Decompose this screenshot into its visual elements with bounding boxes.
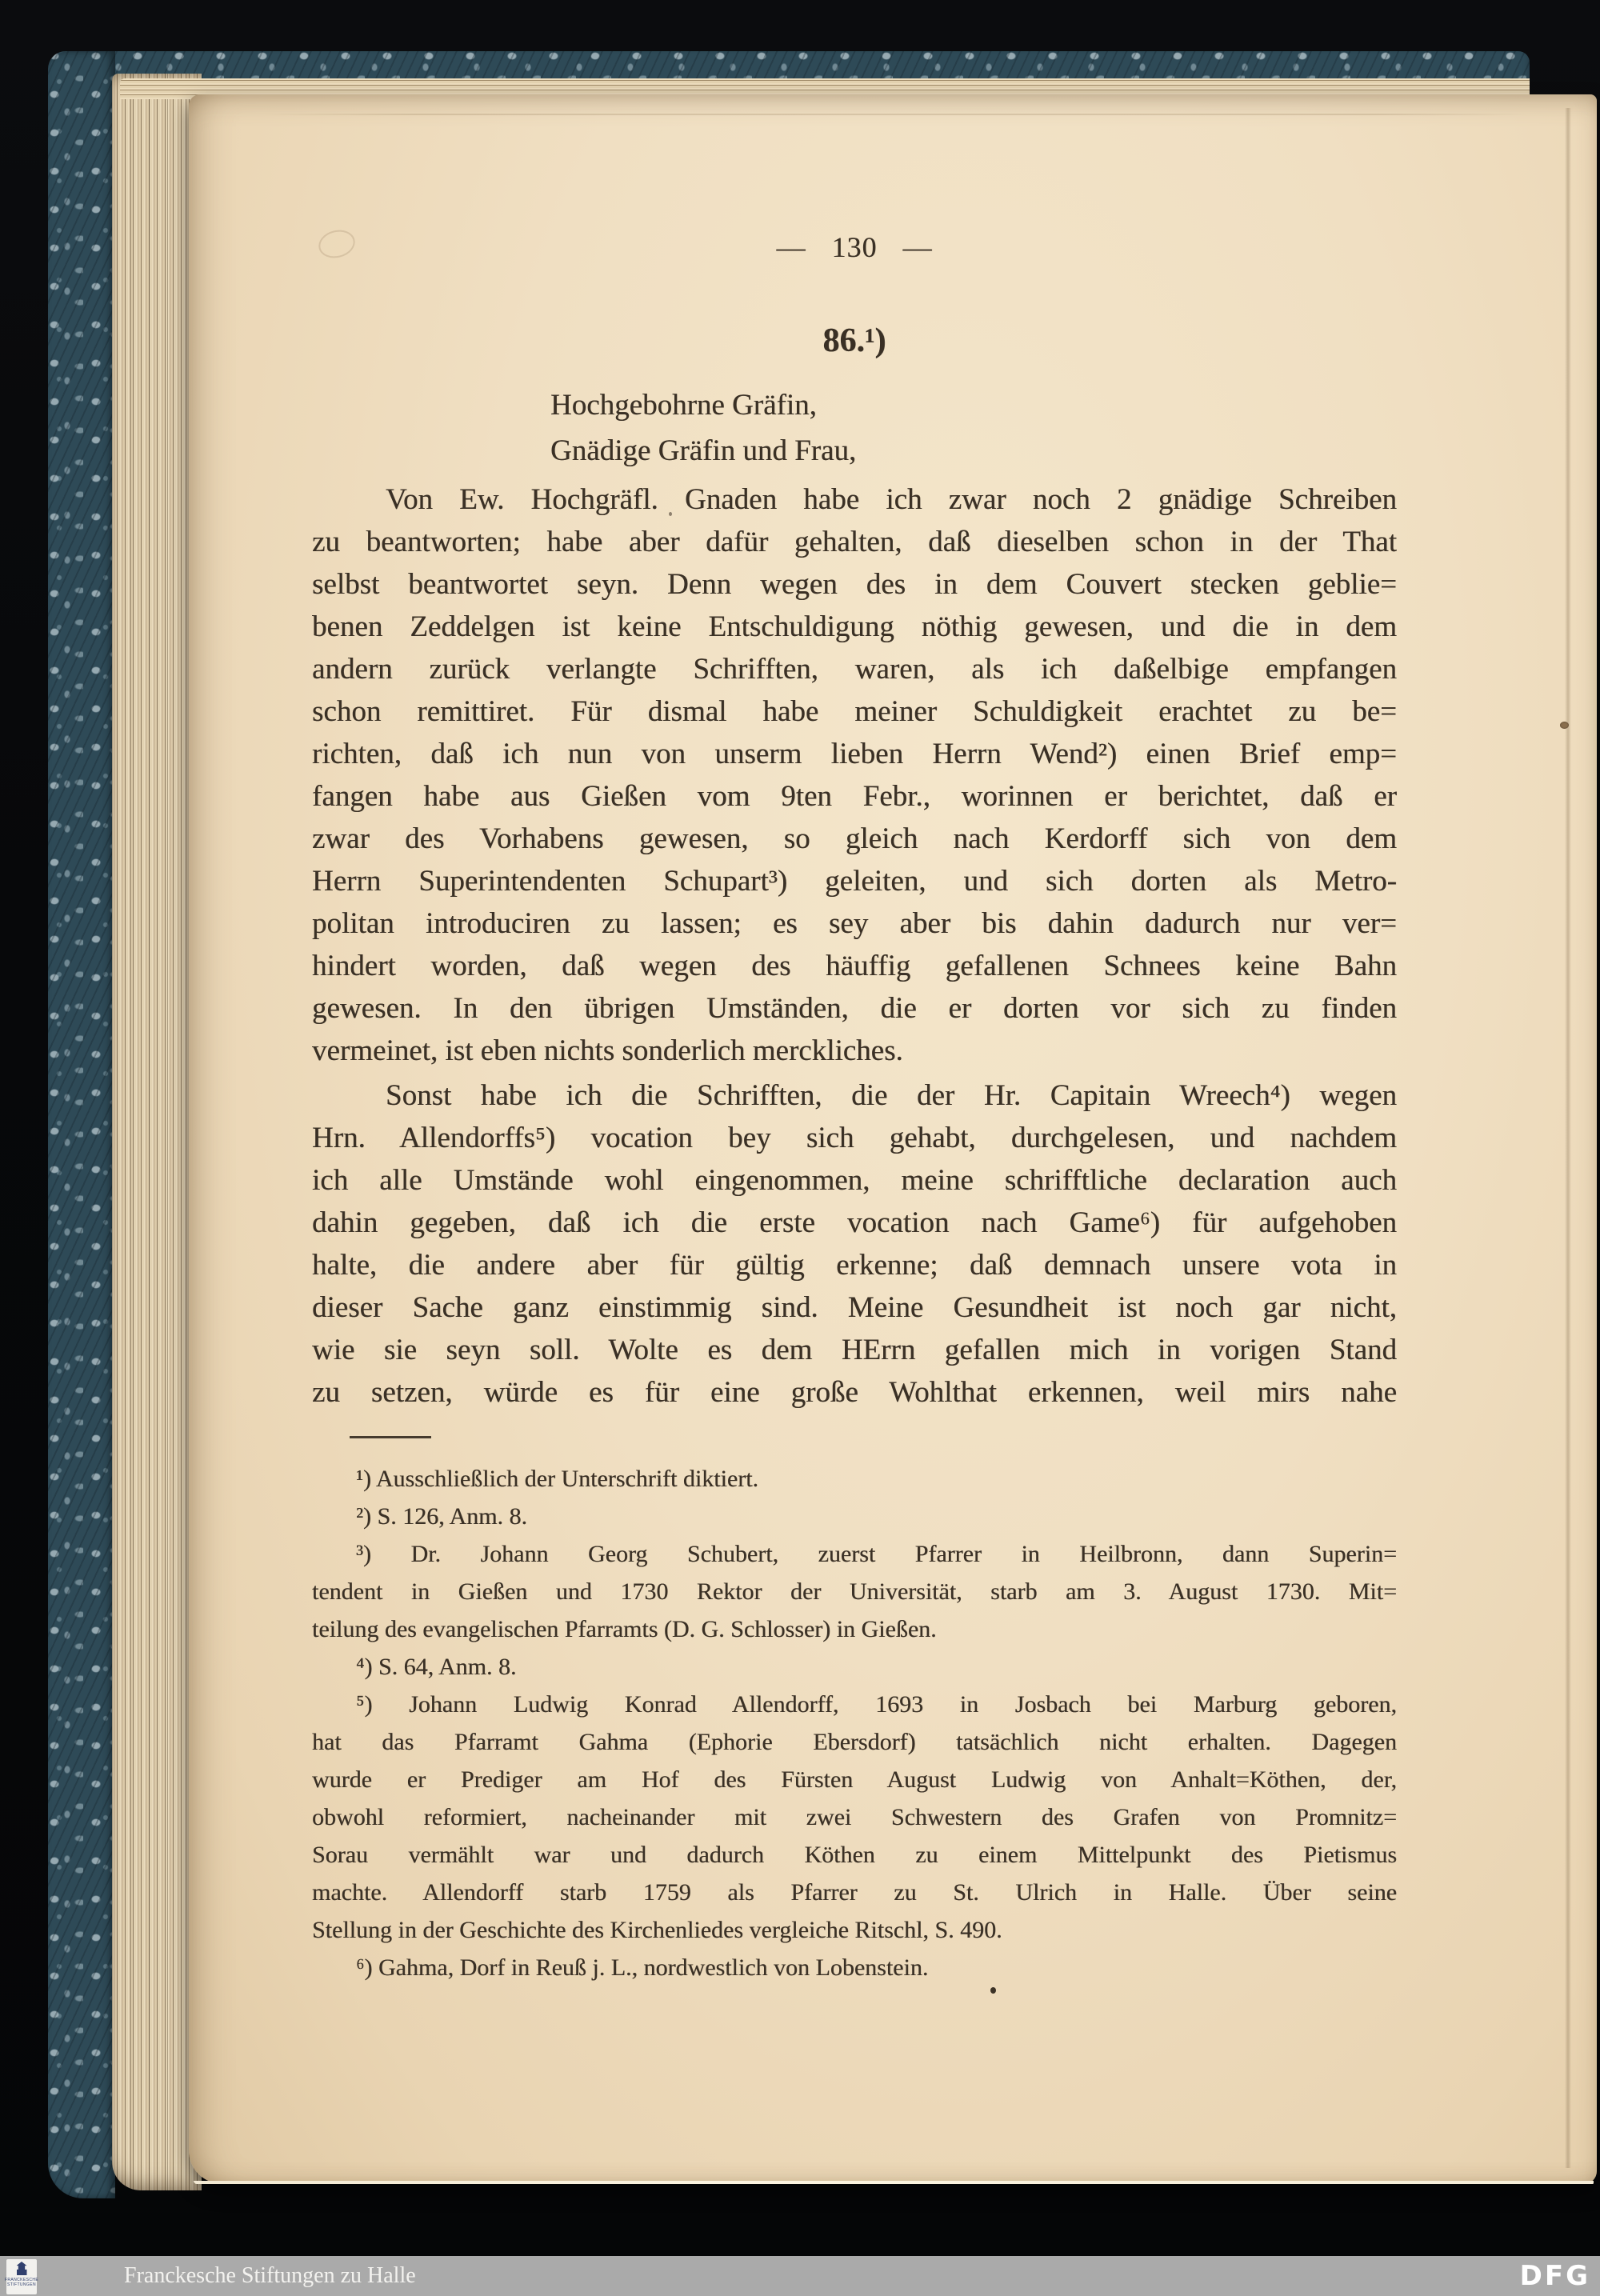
- letter-line: halte, die andere aber für gültig erkenne; daß demnach unsere vota in: [312, 1249, 1397, 1282]
- letter-line: hindert worden, daß wegen des häuffig gefallenen Schnees keine Bahn: [312, 950, 1397, 982]
- watermark-bar: [0, 2256, 1600, 2296]
- letter-line: andern zurück verlangte Schrifften, waren, als ich daßelbige empfangen: [312, 653, 1397, 686]
- underlying-page-edge: [264, 114, 1528, 115]
- letter-paragraph-2: [312, 1074, 1397, 1414]
- footnote-line: machte. Allendorff starb 1759 als Pfarrer zu St. Ulrich in Halle. Über seine: [312, 1879, 1397, 1906]
- dfg-logo: DFG: [1519, 2260, 1590, 2292]
- letter-line: zu setzen, würde es für eine große Wohlthat erkennen, weil mirs nahe: [312, 1376, 1397, 1409]
- letter-line: fangen habe aus Gießen vom 9ten Febr., worinnen er berichtet, daß er: [312, 780, 1397, 813]
- letter-line: selbst beantwortet seyn. Denn wegen des in dem Couvert stecken geblie=: [312, 568, 1397, 601]
- institution-name: Franckesche Stiftungen zu Halle: [124, 2263, 416, 2288]
- logo-text-line: STIFTUNGEN: [7, 2282, 36, 2287]
- letter-line: benen Zeddelgen ist keine Entschuldigung nöthig gewesen, und die in dem: [312, 610, 1397, 643]
- letter-line: Herrn Superintendenten Schupart³) geleiten, und sich dorten als Metro-: [312, 865, 1397, 898]
- paper-blemish: [1560, 722, 1569, 729]
- letter-line: Von Ew. Hochgräfl. Gnaden habe ich zwar noch 2 gnädige Schreiben: [386, 483, 1397, 516]
- footnote-line: Sorau vermählt war und dadurch Köthen zu einem Mittelpunkt des Pietismus: [312, 1842, 1397, 1868]
- letter-line: ich alle Umstände wohl eingenommen, meine schrifftliche declaration auch: [312, 1164, 1397, 1197]
- logo-text-line: FRANCKESCHE: [4, 2278, 39, 2282]
- institution-logo: [6, 2259, 37, 2294]
- footnote-line: ³) Dr. Johann Georg Schubert, zuerst Pfarrer in Heilbronn, dann Superin=: [356, 1541, 1397, 1567]
- letter-line: richten, daß ich nun von unserm lieben Herrn Wend²) einen Brief emp=: [312, 738, 1397, 770]
- letter-line: vermeinet, ist eben nichts sonderlich merckliches.: [312, 1034, 903, 1067]
- book-cover-left-edge: [48, 51, 115, 2198]
- page-number: — 130 —: [776, 231, 933, 263]
- footnote-line: ⁵) Johann Ludwig Konrad Allendorff, 1693 in Josbach bei Marburg geboren,: [356, 1691, 1397, 1718]
- letter-paragraph-1: [312, 478, 1397, 1072]
- letter-line: Hrn. Allendorffs⁵) vocation bey sich gehabt, durchgelesen, und nachdem: [312, 1122, 1397, 1154]
- footnote-line: teilung des evangelischen Pfarramts (D. G. Schlosser) in Gießen.: [312, 1616, 937, 1642]
- letter-line: schon remittiret. Für dismal habe meiner Schuldigkeit erachtet zu be=: [312, 695, 1397, 728]
- footnote-line: ²) S. 126, Anm. 8.: [356, 1503, 528, 1530]
- footnote-line: wurde er Prediger am Hof des Fürsten August Ludwig von Anhalt=Köthen, der,: [312, 1766, 1397, 1793]
- letter-line: Sonst habe ich die Schrifften, die der Hr. Capitain Wreech⁴) wegen: [386, 1079, 1397, 1112]
- institution-logo-text: [5, 2278, 38, 2287]
- salutation-line: Hochgebohrne Gräfin,: [550, 389, 817, 422]
- tower-emblem-icon: [17, 2262, 27, 2275]
- page-crease: [1565, 108, 1571, 2168]
- footnotes-block: [312, 1460, 1397, 1986]
- letter-line: dahin gegeben, daß ich die erste vocation nach Game⁶) für aufgehoben: [312, 1206, 1397, 1239]
- footnote-line: obwohl reformiert, nacheinander mit zwei Schwestern des Grafen von Promnitz=: [312, 1804, 1397, 1830]
- footnote-line: ⁶) Gahma, Dorf in Reuß j. L., nordwestlich von Lobenstein.: [356, 1954, 929, 1981]
- footnote-line: hat das Pfarramt Gahma (Ephorie Ebersdorf) tatsächlich nicht erhalten. Dagegen: [312, 1729, 1397, 1755]
- letter-number-heading: 86.¹): [822, 322, 886, 359]
- letter-line: zwar des Vorhabens gewesen, so gleich nach Kerdorff sich von dem: [312, 822, 1397, 855]
- ink-speck: [990, 1987, 996, 1994]
- letter-line: wie sie seyn soll. Wolte es dem HErrn gefallen mich in vorigen Stand: [312, 1334, 1397, 1366]
- letter-line: dieser Sache ganz einstimmig sind. Meine Gesundheit ist noch gar nicht,: [312, 1291, 1397, 1324]
- letter-line: gewesen. In den übrigen Umständen, die er dorten vor sich zu finden: [312, 992, 1397, 1025]
- letter-line: zu beantworten; habe aber dafür gehalten, daß dieselben schon in der That: [312, 526, 1397, 558]
- footnote-line: ⁴) S. 64, Anm. 8.: [356, 1654, 517, 1680]
- salutation-line: Gnädige Gräfin und Frau,: [550, 434, 857, 467]
- footnote-line: Stellung in der Geschichte des Kirchenliedes vergleiche Ritschl, S. 490.: [312, 1917, 1002, 1943]
- salutation: [550, 382, 856, 474]
- footnote-separator: [350, 1436, 431, 1438]
- footnote-line: tendent in Gießen und 1730 Rektor der Universität, starb am 3. August 1730. Mit=: [312, 1578, 1397, 1605]
- letter-line: politan introduciren zu lassen; es sey aber bis dahin dadurch nur ver=: [312, 907, 1397, 940]
- footnote-line: ¹) Ausschließlich der Unterschrift diktiert.: [356, 1466, 759, 1492]
